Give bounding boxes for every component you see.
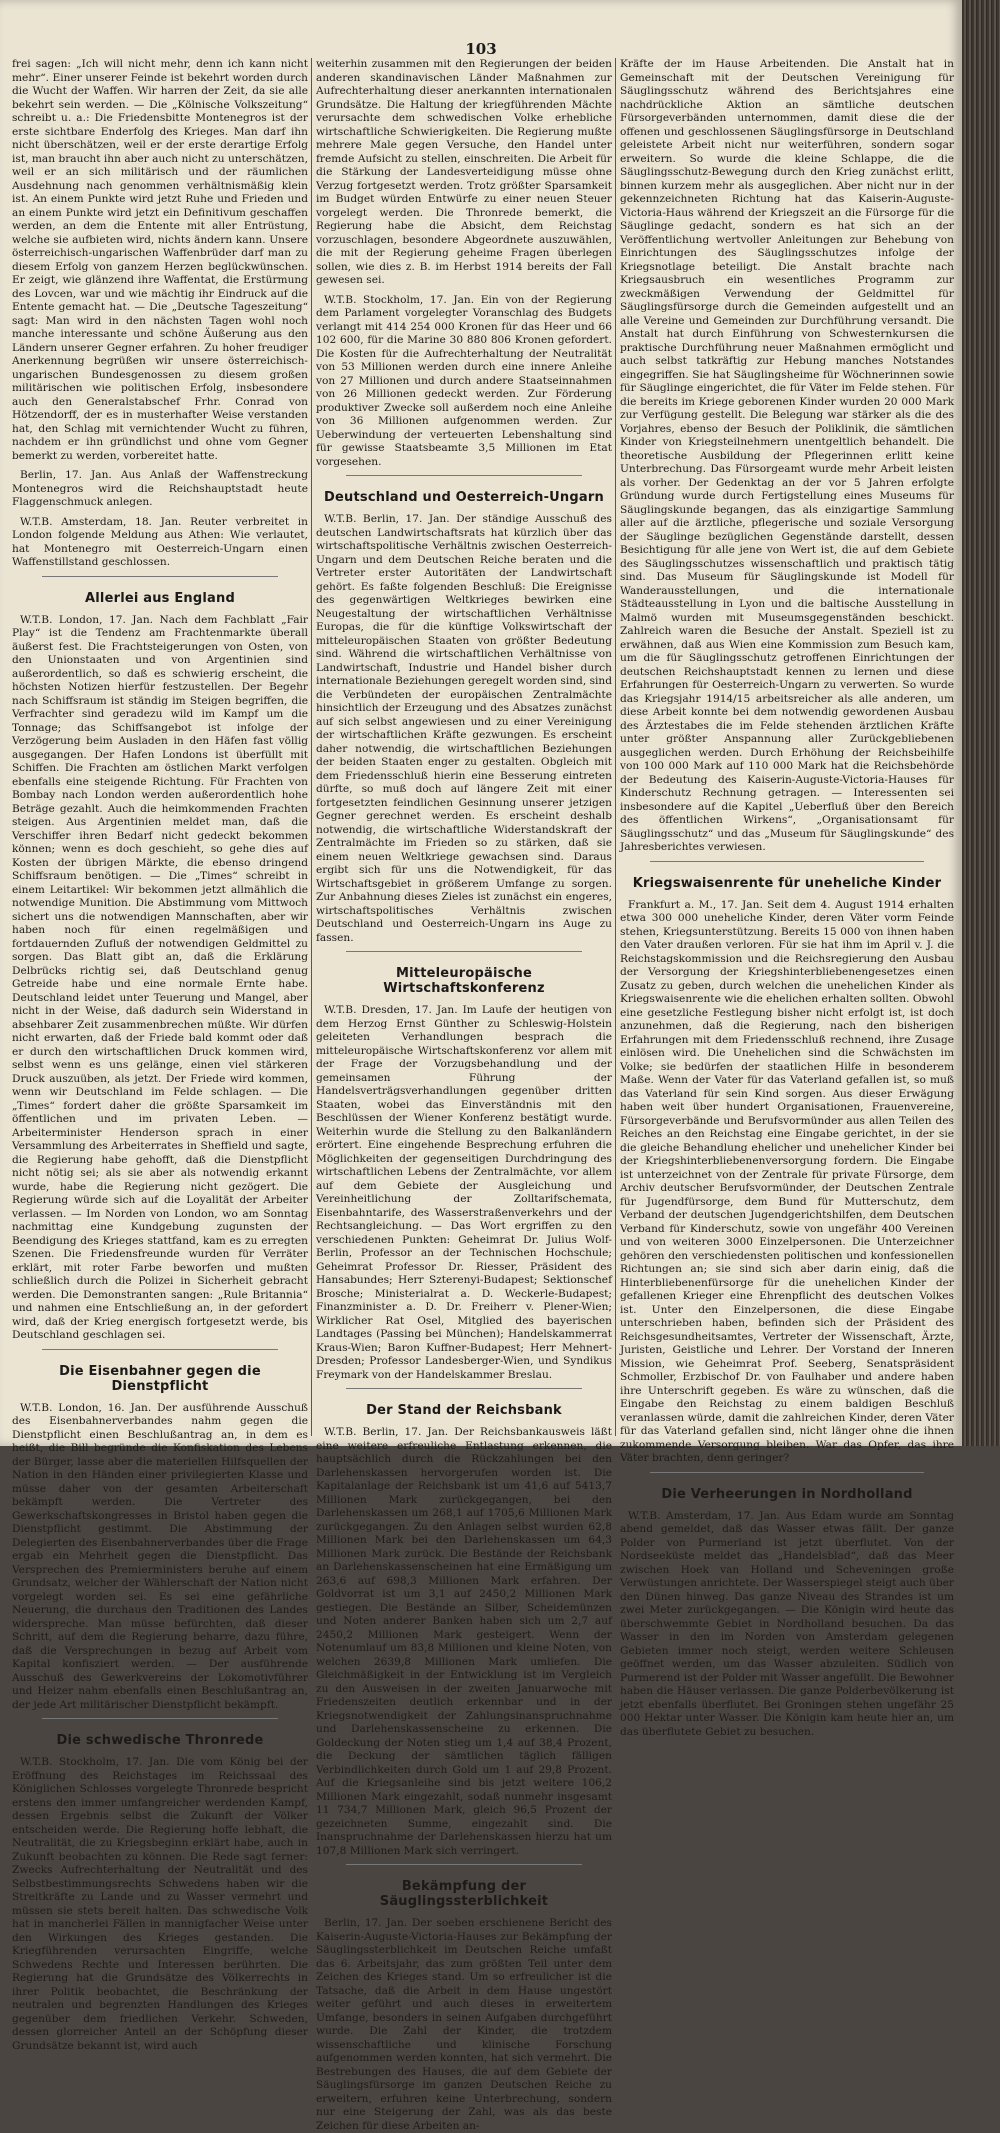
column-rule — [311, 58, 312, 1436]
article-paragraph: W.T.B. Berlin, 17. Jan. Der ständige Ausschuß des deutschen Landwirtschaftsrats hat kürzlich über das wirtschaftspolitische Verhältnis zwischen Oesterreich-Ungarn und dem Deutschen Reiche beraten und die Vertreter erster Autoritäten der Landwirtschaft gehört. Es faßte folgenden Beschluß: Die Ereignisse des gegenwärtigen Weltkrieges bewirken eine Neugestaltung der wirtschaftlichen Verhältnisse Europas, die für die künftige Volkswirtschaft der mitteleuropäischen Staaten von größter Bedeutung sind. Während die wirtschaftlichen Verhältnisse von Landwirtschaft, Industrie und Handel bisher durch internationale Beziehungen geregelt worden sind, sind die Verbündeten der europäischen Zentralmächte hinsichtlich der Erzeugung und des Absatzes zunächst auf sich selbst angewiesen und zu einer Vereinigung der wirtschaftlichen Kräfte gezwungen. Es erscheint daher notwendig, die wirtschaftlichen Beziehungen der beiden Staaten enger zu gestalten. Obgleich mit dem Friedensschluß hierin eine Besserung eintreten dürfte, so muß doch auf längere Zeit mit einer fortgesetzten feindlichen Gesinnung unserer jetzigen Gegner gerechnet werden. Es erscheint deshalb notwendig, die wirtschaftliche Widerstandskraft der Zentralmächte im Frieden so zu stärken, daß sie einem neuen Weltkriege gewachsen sind. Daraus ergibt sich für uns die Notwendigkeit, für das Wirtschaftsgebiet in größerem Umfange zu sorgen. Zur Anbahnung dieses Zieles ist zunächst ein engeres, wirtschaftspolitisches Verhältnis zwischen Deutschland und Oesterreich-Ungarn ins Auge zu fassen. — [316, 513, 612, 944]
article-paragraph: Berlin, 17. Jan. Aus Anlaß der Waffenstreckung Montenegros wird die Reichshauptstadt heute Flaggenschmuck anlegen. — [12, 469, 308, 508]
article-headline: Allerlei aus England — [85, 590, 235, 606]
article-headline: Der Stand der Reichsbank — [366, 1403, 562, 1418]
article-paragraph: W.T.B. Amsterdam, 17. Jan. Aus Edam wurde am Sonntag abend gemeldet, daß das Wasser etwas fällt. Der ganze Polder von Purmerland ist jetzt überflutet. Von der Nordseeküste meldet das „Handelsblad“, daß das Meer zwischen Hoek van Holland und Scheveningen große Verwüstungen anrichtete. Der Wasserspiegel steigt auch über den Dünen hinweg. Das ganze Niveau des Strandes ist um zwei Meter zurückgegangen. — Die Königin wird heute das überschwemmte Gebiet in Nordholland besuchen. Da das Wasser in den im Norden von Amsterdam gelegenen Gebieten immer noch steigt, werden weitere Schleusen geöffnet werden, um das Wasser abzuleiten. Südlich von Purmerend ist der Polder mit Wasser angefüllt. Die Bewohner haben die Häuser verlassen. Die ganze Polderbevölkerung ist jetzt ebenfalls überflutet. Bei Groningen stehen ungefähr 25 000 Hektar unter Wasser. Die Königin kam heute hier an, um das überflutete Gebiet zu besuchen. — [620, 1509, 954, 1738]
article-paragraph: Frankfurt a. M., 17. Jan. Seit dem 4. August 1914 erhalten etwa 300 000 uneheliche Kinder, deren Väter vorm Feinde stehen, Kriegsunterstützung. Bereits 15 000 von ihnen haben den Vater draußen verloren. Für sie hat ihm im April v. J. die Reichstagskommission und die Reichsregierung den Ausbau der Versorgung der Kriegshinterbliebenengesetzes einen Zusatz zu geben, durch welchen die unehelichen Kinder als Kriegswaisenrente wie die ehelichen erhalten sollten. Obwohl eine gesetzliche Festlegung bisher nicht erfolgt ist, ist doch anzunehmen, daß die Regierung, nach den bisherigen Erfahrungen mit dem Friedensschluß rechnend, ihre Zusage einlösen wird. Die Unehelichen sind die Schwächsten im Volke; sie bedürfen der staatlichen Hilfe in besonderem Maße. Wenn der Vater für das Vaterland gefallen ist, so muß das Vaterland für sein Kind sorgen. Aus dieser Erwägung haben weit über hundert Organisationen, Frauenvereine, Fürsorgeverbände und Berufsvormünder aus allen Teilen des Reiches an den Reichstag eine Eingabe gerichtet, in der sie die gleiche Behandlung ehelicher und unehelicher Kinder bei der Kriegshinterbliebenenversorgung fordern. Die Eingabe ist unterzeichnet von der Zentrale für private Fürsorge, dem Archiv deutscher Berufsvormünder, der Deutschen Zentrale für Jugendfürsorge, dem Bund für Mutterschutz, dem Verband der deutschen Jugendgerichtshilfen, dem Deutschen Verband für Kinderschutz, sowie von ungefähr 400 Vereinen und von weiteren 3000 Einzelpersonen. Die Unterzeichner gehören den verschiedensten politischen und konfessionellen Richtungen an; sie sind sich aber darin einig, daß die Hinterbliebenenfürsorge für die unehelichen Kinder der gefallenen Krieger eine Ehrenpflicht des deutschen Volkes ist. Unter den Einzelpersonen, die diese Eingabe unterschrieben haben, befinden sich der Präsident des Reichsgesundheitsamtes, Vertreter der Wissenschaft, Ärzte, Juristen, Geistliche und Lehrer. Der Vorstand der Inneren Mission, wie Geheimrat Prof. Seeberg, Senatspräsident Schmoller, Erzbischof Dr. von Faulhaber und andere haben ihre Unterschrift gegeben. Es wäre zu wünschen, daß die Eingabe den Reichstag zu einem baldigen Beschluß veranlassen würde, damit die zahlreichen Kinder, deren Väter für das Vaterland gefallen sind, nicht länger ohne die ihnen zukommende Versorgung bleiben. War das Opfer, das ihre Väter brachten, denn geringer? — [620, 898, 954, 1464]
article-paragraph: W.T.B. Amsterdam, 18. Jan. Reuter verbreitet in London folgende Meldung aus Athen: Wie verlautet, hat Montenegro mit Oesterreich-Ungarn einen Waffenstillstand geschlossen. — [12, 515, 308, 568]
article-headline: Mitteleuropäische Wirtschaftskonferenz — [383, 966, 545, 996]
section-divider — [42, 1349, 278, 1350]
section-divider — [42, 576, 278, 577]
article-paragraph: weiterhin zusammen mit den Regierungen der beiden anderen skandinavischen Länder Maßnahmen zur Aufrechterhaltung dieser anerkannten internationalen Grundsätze. Die Haltung der kriegführenden Mächte verursachte dem schwedischen Volke erhebliche wirtschaftliche Schwierigkeiten. Die Regierung mußte mehrere Male gegen Versuche, den Handel unter fremde Aufsicht zu stellen, einschreiten. Die Arbeit für die Stärkung der Landesverteidigung müsse ohne Verzug fortgesetzt werden. Trotz größter Sparsamkeit im Budget würden Entwürfe zu einer neuen Steuer vorgelegt werden. Die Thronrede bemerkt, die Regierung habe die Absicht, dem Reichstag vorzuschlagen, besondere Abgeordnete auszuwählen, die mit der Regierung geheime Fragen überlegen sollen, wie dies z. B. im Herbst 1914 bereits der Fall gewesen sei. — [316, 58, 612, 286]
article-paragraph: W.T.B. London, 16. Jan. Der ausführende Ausschuß des Eisenbahnerverbandes nahm gegen die Dienstpflicht einen Beschlußantrag an, in dem es heißt, die Bill begründe die Konfiskation des Lebens der Bürger, lasse aber die materiellen Hilfsquellen der Nation in den Händen einer privilegierten Klasse und müsse daher von der gesamten Arbeiterschaft bekämpft werden. Die Vertreter des Gewerkschaftskongresses in Bristol haben gegen die Dienstpflicht gestimmt. Die Abstimmung der Delegierten des Eisenbahnerverbandes über die Frage ergab ein Mehrheit gegen die Dienstpflicht. Das Versprechen des Premierministers beruhe auf einem Grundsatz, welcher der Wählerschaft der Nation nicht vorgelegt worden sei. Es sei eine gefährliche Neuerung, die durchaus den Traditionen des Landes widerspreche. Man müsse befürchten, daß dieser Schritt, auf dem die Regierung beharre, dazu führe, daß die Versprechungen in bezug auf Arbeit vom Kapital konfisziert werden. — Der ausführende Ausschuß des Gewerkvereins der Lokomotivführer und Heizer nahm ebenfalls einen Beschlußantrag an, der jede Art militärischer Dienstpflicht bekämpft. — [12, 1401, 308, 1711]
article-headline: Bekämpfung der Säuglingssterblichkeit — [379, 1879, 549, 1909]
article-paragraph: W.T.B. Dresden, 17. Jan. Im Laufe der heutigen von dem Herzog Ernst Günther zu Schleswig-Holstein geleiteten Verhandlungen besprach die mitteleuropäische Wirtschaftskonferenz vor allem mit der Frage der Vorzugsbehandlung und der gemeinsamen Führung der Handelsverträgsverhandlungen gegenüber dritten Staaten, wobei das Einverständnis mit den Beschlüssen der Wiener Konferenz bestätigt wurde. Weiterhin wurde die Stellung zu den Balkanländern erörtert. Eine eingehende Besprechung erfuhren die Möglichkeiten der gegenseitigen Durchdringung des wirtschaftlichen Lebens der Zentralmächte, vor allem auf dem Gebiete der Ausgleichung und Vereinheitlichung der Zolltarifschemata, Eisenbahntarife, des Wasserstraßenverkehrs und der Rechtsangleichung. — Das Wort ergriffen zu den verschiedenen Punkten: Geheimrat Dr. Julius Wolf-Berlin, Professor an der Technischen Hochschule; Geheimrat Professor Dr. Riesser, Präsident des Hansabundes; Herr Szterenyi-Budapest; Sektionschef Brosche; Ministerialrat a. D. Weckerle-Budapest; Finanzminister a. D. Dr. Freiherr v. Plener-Wien; Wirklicher Rat Osel, Mitglied des bayerischen Landtages (Passing bei München); Handelskammerrat Kraus-Wien; Baron Kuffner-Budapest; Herr Mehnert-Dresden; Professor Landesberger-Wien, und Syndikus Freymark von der Handelskammer Breslau. — [316, 1004, 612, 1381]
section-divider — [346, 1388, 582, 1389]
section-divider — [346, 951, 582, 952]
article-headline: Die Eisenbahner gegen die Dienstpflicht — [59, 1363, 261, 1394]
section-divider — [650, 1472, 924, 1473]
book-binding — [962, 0, 1000, 1446]
article-headline: Deutschland und Oesterreich-Ungarn — [324, 490, 604, 505]
article-paragraph: frei sagen: „Ich will nicht mehr, denn ich kann nicht mehr“. Einer unserer Feinde ist bekehrt worden durch die Wucht der Waffen. Wir harren der Zeit, da sie alle bekehrt sein werden. — Die „Kölnische Volkszeitung“ schreibt u. a.: Die Friedensbitte Montenegros ist der erste sichtbare Enderfolg des Krieges. Man darf ihn nicht überschätzen, weil er der erste derartige Erfolg ist, man braucht ihn aber auch nicht zu unterschätzen, weil er an sich militärisch und der räumlichen Ausdehnung nach genommen verhältnismäßig klein ist. An einem Punkte wird jetzt Ruhe und Frieden und an einem Punkte wird jetzt ein Definitivum geschaffen werden, an dem die Entente mit aller Entrüstung, welche sie aufbieten wird, nichts ändern kann. Unsere österreichisch-ungarischen Waffenbrüder darf man zu diesem Erfolg von ganzem Herzen beglückwünschen. Er zeigt, wie glänzend ihre Waffentat, die Erstürmung des Lovcen, war und wie mächtig ihr Eindruck auf die Entente gemacht hat. — Die „Deutsche Tageszeitung“ sagt: Man wird in den nächsten Tagen wohl noch manche interessante und schöne Äußerung aus den Ländern unserer Gegner erfahren. Zu hoher freudiger Anerkennung begrüßen wir unsere österreichisch-ungarischen Bundesgenossen zu diesem großen militärischen wie politischen Erfolg, insbesondere auch den Generalstabschef Frhr. Conrad von Hötzendorff, der es in musterhafter Weise verstanden hat, den Schlag mit vernichtender Wucht zu führen, nachdem er ihn gründlichst und ohne vom Gegner bemerkt zu werden, vorbereitet hatte. — [12, 58, 308, 462]
column-rule — [615, 58, 616, 1436]
article-paragraph: W.T.B. Stockholm, 17. Jan. Die vom König bei der Eröffnung des Reichstages im Reichssaal des Königlichen Schlosses vorgelegte Thronrede bespricht erstens den immer umfangreicher werdenden Kampf, dessen Ergebnis selbst die Zukunft der Völker entscheiden werde. Die Regierung hoffe lebhaft, die Neutralität, die zu Kriegsbeginn erklärt habe, auch in Zukunft beobachten zu können. Die Rede sagt ferner: Zwecks Aufrechterhaltung der Neutralität und des Selbstbestimmungsrechts Schwedens haben wir die Streitkräfte zu Lande und zu Wasser vermehrt und müssen sie stets bereit halten. Das schwedische Volk hat in mancherlei Fällen in mannigfacher Weise unter den Wirkungen des Krieges gestanden. Die Kriegführenden verursachten Eingriffe, welche Schwedens Rechte und Interessen berührten. Die Regierung hat die Grundsätze des Völkerrechts in ihrer Politik beobachtet, die Beschränkung der neutralen und begrenzten Handlungen des Krieges gegenüber dem friedlichen Verkehr. Schweden, dessen glorreicher Anteil an der Schöpfung dieser Grundsätze bekannt ist, wird auch — [12, 1756, 308, 2052]
page-number: 103 — [465, 40, 497, 58]
section-divider — [346, 1864, 582, 1865]
article-paragraph: Berlin, 17. Jan. Der soeben erschienene Bericht des Kaiserin-Auguste-Victoria-Hauses zur Bekämpfung der Säuglingssterblichkeit im Deutschen Reiche umfaßt das 6. Arbeitsjahr, das zum größten Teil unter dem Zeichen des Krieges stand. Um so erfreulicher ist die Tatsache, daß die Arbeit in dem Hause ungestört weiter geführt und auch dieses in erweitertem Umfange, besonders in seinen Aufgaben durchgeführt wurde. Die Zahl der Kinder, die trotzdem wissenschaftliche und klinische Forschung aufgenommen werden konnten, hat sich vermehrt. Die Bestrebungen des Hauses, die auf dem Gebiete der Säuglingsfürsorge im ganzen Deutschen Reiche zu erweitern, erfuhren keine Unterbrechung, sondern nur eine Steigerung der Zahl, was als das beste Zeichen für diese Arbeiten an- — [316, 1917, 612, 2132]
section-divider — [346, 475, 582, 476]
section-divider — [42, 1718, 278, 1719]
column-middle — [316, 58, 612, 2132]
article-paragraph: W.T.B. Berlin, 17. Jan. Der Reichsbankausweis läßt eine weitere erfreuliche Entlastung erkennen, die hauptsächlich durch die Rückzahlungen bei den Darlehenskassen hervorgerufen worden ist. Die Kapitalanlage der Reichsbank ist um 41,6 auf 5413,7 Millionen Mark zurückgegangen, bei den Darlehenskassen um 268,1 auf 1705,6 Millionen Mark zurückgegangen. Zu den Anlagen selbst wurden 62,8 Millionen Mark bei den Darlehenskassen um 64,3 Millionen Mark zurück. Die Bestände der Reichsbank an Darlehenskassenscheinen hat eine Ermäßigung um 263,6 auf 698,3 Millionen Mark erfahren. Der Goldvorrat ist um 3,1 auf 2450,2 Millionen Mark gestiegen. Die Bestände an Silber, Scheidemünzen und Noten anderer Banken haben sich um 2,7 auf 2450,2 Millionen Mark gesteigert. Wenn der Notenumlauf um 83,8 Millionen und kleine Noten, von welchen 2639,8 Millionen Mark umliefen. Die Gleichmäßigkeit in der Entwicklung ist im Vergleich zu den Ausweisen in der zweiten Januarwoche mit Friedenszeiten deutlich erkennbar und in der Kriegsnotwendigkeit der Zahlungsinanspruchnahme und Darlehenskassenscheine zu erkennen. Die Goldeckung der Noten stieg um 1,4 auf 38,4 Prozent, die Deckung der sämtlichen täglich fälligen Verbindlichkeiten durch Gold um 1 auf 29,8 Prozent. Auf die Kriegsanleihe sind bis jetzt weitere 106,2 Millionen Mark eingezahlt, sodaß nunmehr insgesamt 11 734,7 Millionen Mark, gleich 96,5 Prozent der gezeichneten Summe, eingezahlt sind. Die Inanspruchnahme der Darlehenskassen hierzu hat um 107,8 Millionen Mark sich verringert. — [316, 1426, 612, 1857]
column-left — [12, 58, 308, 2052]
article-headline: Die Verheerungen in Nordholland — [661, 1486, 913, 1502]
column-right — [620, 58, 954, 1738]
section-divider — [650, 861, 924, 862]
article-paragraph: Kräfte der im Hause Arbeitenden. Die Anstalt hat in Gemeinschaft mit der Deutschen Vereinigung für Säuglingsschutz während des Berichtsjahres eine nachdrückliche Aktion an sämtliche deutschen Fürsorgeverbänden unternommen, damit diese die der offenen und geschlossenen Säuglingsfürsorge in Deutschland geleistete Arbeit nicht nur weiterführen, sondern sogar erweitern. So wurde die kleine Schlappe, die die Säuglingsschutz-Bewegung durch den Krieg zunächst erlitt, binnen kurzem mehr als ausgeglichen. Aber nicht nur in der gekennzeichneten Richtung hat das Kaiserin-Auguste-Victoria-Haus während der Kriegszeit an die Fürsorge für die Säuglinge gedacht, sondern es hat sich an der Veröffentlichung wertvoller Anleitungen zur Behebung von Einrichtungen des Säuglingsschutzes infolge der Kriegsnotlage beteiligt. Die Anstalt brachte nach Kriegsausbruch ein wesentliches Programm zur zweckmäßigen Verwendung der Geldmittel für Säuglingsfürsorge durch die Gemeinden aufgestellt und an alle Vereine und Gemeinden zur Durchführung versandt. Die Anstalt hat durch Einführung von Schwesternkursen die praktische Durchführung neuer Maßnahmen ermöglicht und auch selbst tatkräftig zur Hebung manches Notstandes eingegriffen. Sie hat Säuglingsheime für Wöchnerinnen sowie für Säuglinge eingerichtet, die für Väter im Felde stehen. Für die bereits im Kriege geborenen Kinder wurden 20 000 Mark zur Verfügung gestellt. Die Belegung war stärker als die des Vorjahres, ebenso der Besuch der Poliklinik, die sämtlichen Kinder von Kriegsteilnehmern unentgeltlich behandelt. Die theoretische Ausbildung der Pflegerinnen erlitt keine Unterbrechung. Das Fürsorgeamt wurde mehr Arbeit leisten als vorher. Der Gedenktag an der vor 5 Jahren erfolgte Gründung wurde durch Fertigstellung eines Museums für Säuglingskunde begangen, das als einzigartige Sammlung aller auf die ärztliche, pflegerische und soziale Versorgung der Säuglinge bezüglichen Gegenstände darstellt, dessen Besichtigung für alle jene von Wert ist, die auf dem Gebiete des Säuglingsschutzes wissenschaftlich und praktisch tätig sind. Das Museum für Säuglingskunde ist Modell für Wanderausstellungen, und die internationale Städteausstellung in Lyon und die baltische Ausstellung in Malmö wurden mit Museumsgegenständen beschickt. Zahlreich waren die Besuche der Anstalt. Speziell ist zu erwähnen, daß aus Wien eine Kommission zum Besuch kam, um die für Säuglingsschutz getroffenen Einrichtungen der deutschen Reichshauptstadt kennen zu lernen und diese Erfahrungen für Oesterreich-Ungarn zu verwerten. So wurde das Kriegsjahr 1914/15 arbeitsreicher als alle anderen, um diese Arbeit konnte bei dem notwendig gewordenen Ausbau des Ärztestabes die im Felde stehenden ärztlichen Kräfte unter größter Anspannung aller Zurückgebliebenen ausgeglichen werden. Durch Erhöhung der Reichsbeihilfe von 100 000 Mark auf 110 000 Mark hat die Reichsbehörde der Bedeutung des Kaiserin-Auguste-Victoria-Hauses für Kinderschutz Rechnung getragen. — Interessenten sei insbesondere auf die Kapitel „Ueberfluß über den Bereich des öffentlichen Wirkens“, „Organisationsamt für Säuglingsschutz“ und das „Museum für Säuglingskunde“ des Jahresberichtes verwiesen. — [620, 58, 954, 853]
article-paragraph: W.T.B. London, 17. Jan. Nach dem Fachblatt „Fair Play“ ist die Tendenz am Frachtenmarkte überall äußerst fest. Die Frachtsteigerungen von Osten, von den Unionstaaten und von Argentinien sind außerordentlich, so daß es schwierig erscheint, die höchsten Notizen hierfür festzustellen. Der Begehr nach Schiffsraum ist ständig im Steigen begriffen, die Verfrachter sind geradezu wild im Kampf um die Tonnage; das Schiffsangebot ist infolge der Verzögerung beim Ausladen in den Häfen fast völlig ausgegangen. Der Hafen Londons ist überfüllt mit Schiffen. Die Frachten am östlichen Markt verfolgen ebenfalls eine steigende Richtung. Für Frachten von Bombay nach London werden außerordentlich hohe Beträge gezahlt. Auch die heimkommenden Frachten steigen. Aus Argentinien meldet man, daß die Verschiffer ihren Bedarf nicht gedeckt bekommen können; wenn es doch geschieht, so gehe dies auf Kosten der übrigen Märkte, die ebenso dringend Schiffsraum benötigen. — Die „Times“ schreibt in einem Leitartikel: Wir bekommen jetzt allmählich die notwendige Munition. Die Abstimmung vom Mittwoch sichert uns die notwendigen Mannschaften, aber wir haben noch für einen regelmäßigen und fortdauernden Zufluß der notwendigen Geldmittel zu sorgen. Das Blatt gibt an, daß die Erklärung Delbrücks richtig sei, daß Deutschland genug Getreide habe und eine normale Ernte habe. Deutschland leidet unter Teuerung und Mangel, aber nicht in der Weise, daß dadurch sein Widerstand in absehbarer Zeit zusammenbrechen müßte. Wir dürfen nicht erwarten, daß der Friede bald kommt oder daß er durch den wirtschaftlichen Druck kommen wird, selbst wenn es uns gelänge, einen viel stärkeren Druck auszuüben, als jetzt. Der Friede wird kommen, wenn wir Deutschland im Felde schlagen. — Die „Times“ fordert daher die größte Sparsamkeit im öffentlichen und im privaten Leben. — Arbeiterminister Henderson sprach in einer Versammlung des Arbeiterrates in Sheffield und sagte, die Regierung habe gehofft, daß die Dienstpflicht nicht nötig sei; als sie aber als notwendig erkannt wurde, habe die Regierung nicht gezögert. Die Regierung würde sich auf die Loyalität der Arbeiter verlassen. — Im Norden von London, wo am Sonntag nachmittag eine Kundgebung zugunsten der Beendigung des Krieges stattfand, kam es zu erregten Szenen. Die Friedensfreunde wurden für Verräter erklärt, mit roter Farbe beworfen und mußten schließlich durch die Polizei in Sicherheit gebracht werden. Die Demonstranten sangen: „Rule Britannia“ und nahmen eine Entschließung an, in der gefordert wird, daß der Krieg energisch fortgesetzt werde, bis Deutschland geschlagen sei. — [12, 613, 308, 1341]
article-headline: Kriegswaisenrente für uneheliche Kinder — [632, 875, 942, 891]
article-headline: Die schwedische Thronrede — [56, 1733, 264, 1748]
article-paragraph: W.T.B. Stockholm, 17. Jan. Ein von der Regierung dem Parlament vorgelegter Voranschlag des Budgets verlangt mit 414 254 000 Kronen für das Heer und 66 102 600, für die Marine 30 880 806 Kronen gefordert. Die Kosten für die Aufrechterhaltung der Neutralität von 53 Millionen werden durch eine innere Anleihe von 27 Millionen und durch andere Staatseinnahmen von 26 Millionen gedeckt werden. Zur Förderung produktiver Zwecke soll außerdem noch eine Anleihe von 36 Millionen aufgenommen werden. Zur Ueberwindung der verteuerten Lebenshaltung sind für gewisse Staatsbeamte 3,5 Millionen im Etat vorgesehen. — [316, 293, 612, 468]
